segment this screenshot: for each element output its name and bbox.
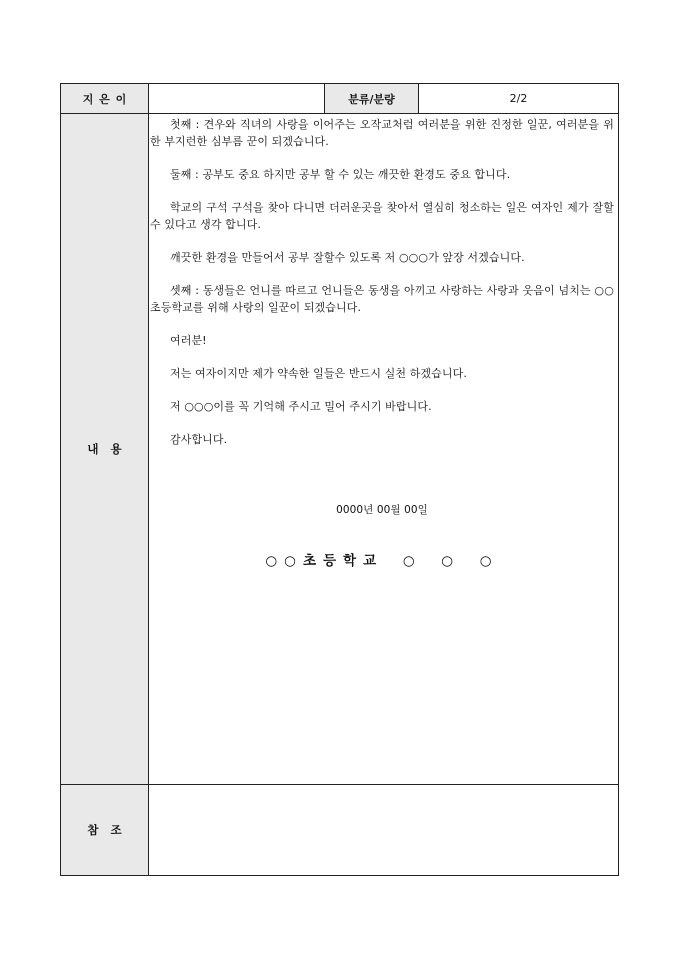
paragraph-9: 감사합니다. <box>170 433 228 446</box>
content-body <box>149 114 618 570</box>
paragraph-8: 저 ○○○이를 꼭 기억해 주시고 밀어 주시기 바랍니다. <box>170 400 432 413</box>
reference-row <box>61 785 619 876</box>
signature: ○○초등학교 ○ ○ ○ <box>265 553 499 569</box>
paragraph-7: 저는 여자이지만 제가 약속한 일들은 반드시 실천 하겠습니다. <box>170 367 467 380</box>
author-value <box>149 84 325 114</box>
category-label: 분류/분량 <box>325 84 419 114</box>
paragraph-1: 첫째 : 견우와 직녀의 사랑을 이어주는 오작교처럼 여러분을 위한 진정한 일꾼, 여러분을 위한 부지런한 심부름 꾼이 되겠습니다. <box>150 118 614 148</box>
reference-value <box>149 785 619 876</box>
date-line: 0000년 00월 00일 <box>336 504 428 516</box>
category-value: 2/2 <box>419 84 619 114</box>
content-label: 내 용 <box>61 114 149 785</box>
content-row <box>61 114 619 785</box>
paragraph-2: 둘째 : 공부도 중요 하지만 공부 할 수 있는 깨끗한 환경도 중요 합니다. <box>170 168 511 181</box>
reference-label: 참 조 <box>61 785 149 876</box>
author-label: 지 은 이 <box>61 84 149 114</box>
paragraph-6: 여러분! <box>170 334 207 347</box>
paragraph-3: 학교의 구석 구석을 찾아 다니면 더러운곳을 찾아서 열심히 청소하는 일은 여자인 제가 잘할수 있다고 생각 합니다. <box>150 201 614 231</box>
document-table <box>60 83 619 876</box>
content-cell <box>149 114 619 785</box>
header-row <box>61 84 619 114</box>
paragraph-5: 셋째 : 동생들은 언니를 따르고 언니들은 동생을 아끼고 사랑하는 사랑과 웃음이 넘치는 ○○ 초등학교를 위해 사랑의 일꾼이 되겠습니다. <box>150 284 614 314</box>
paragraph-4: 깨끗한 환경을 만들어서 공부 잘할수 있도록 저 ○○○가 앞장 서겠습니다. <box>170 251 525 264</box>
